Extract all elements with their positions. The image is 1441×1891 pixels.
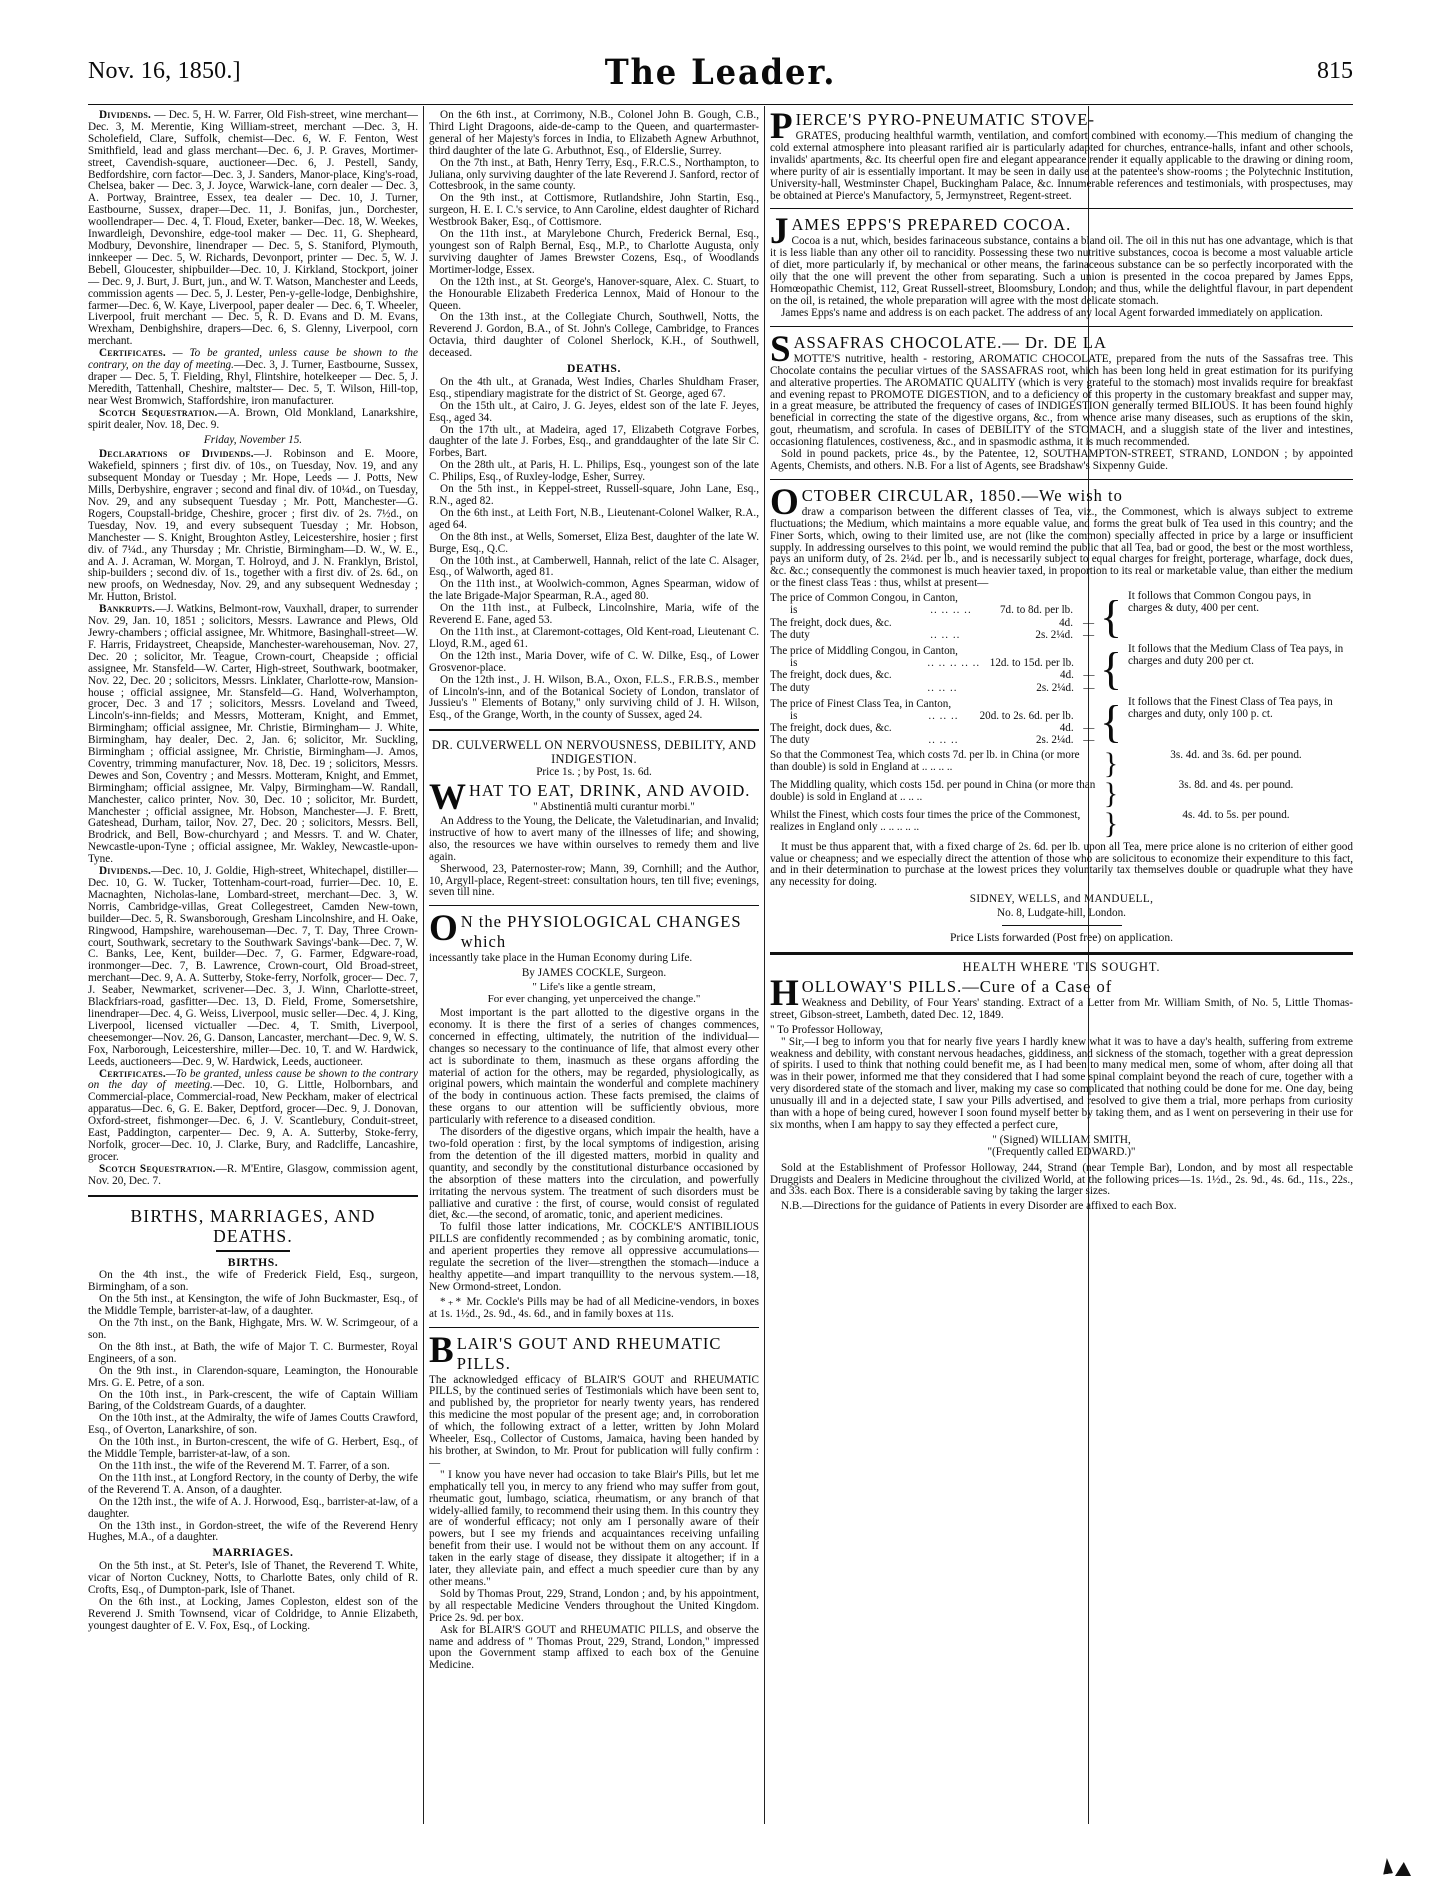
- death-notice: On the 15th ult., at Cairo, J. G. Jeyes, eldest son of the late F. Jeyes, Esq., aged 34.: [429, 399, 759, 424]
- ad-james-epps-cocoa[interactable]: [770, 215, 1353, 319]
- column-divider-1: [423, 106, 424, 1824]
- column-1: [88, 110, 418, 1825]
- price-dots: .. .. ..: [928, 710, 959, 723]
- marriage-notice: On the 9th inst., at Cottismore, Rutlandshire, John Startin, Esq., surgeon, H. E. I. C.'s service, to Ann Caroline, eldest daughter of Richard Westbrook Baker, Esq., of Cottismore.: [429, 192, 759, 229]
- birth-notice: On the 9th inst., in Clarendon-square, Leamington, the Honourable Mrs. G. E. Petre, of a son.: [88, 1364, 418, 1389]
- birth-notice: On the 11th inst., the wife of the Reverend M. T. Farrer, of a son.: [99, 1459, 390, 1472]
- table-row: [770, 617, 1100, 629]
- summary-common-note: 3s. 4d. and 3s. 6d. per pound.: [1170, 748, 1302, 761]
- issue-date: Nov. 16, 1850.]: [88, 58, 241, 84]
- holloway-header: HEALTH WHERE 'TIS SOUGHT.: [962, 959, 1161, 974]
- death-notice: On the 28th ult., at Paris, H. L. Philips, Esq., youngest son of the late C. Philips, Esq., of Ruxley-lodge, Esher, Surrey.: [429, 459, 759, 484]
- blair-p3: Sold by Thomas Prout, 229, Strand, London ; and, by his appointment, by all respectable Medicine Venders throughout the United Kingdom. Price 2s. 9d. per box.: [429, 1587, 759, 1624]
- table-row: [770, 734, 1100, 746]
- column-3-inner: [770, 110, 1353, 1213]
- ad-sassafras-chocolate[interactable]: [770, 333, 1353, 473]
- dropcap-b: B: [429, 1333, 454, 1371]
- physiological-byline: By JAMES COCKLE, Surgeon.: [521, 967, 667, 980]
- price-dots: [930, 617, 985, 629]
- bmd-heading: BIRTHS, MARRIAGES, AND DEATHS.: [130, 1205, 376, 1246]
- birth-notice: On the 8th inst., at Bath, the wife of Major T. C. Burmester, Royal Engineers, of a son.: [88, 1340, 418, 1365]
- physiological-quote-1: " Life's like a gentle stream,: [532, 981, 656, 994]
- ad-rule: [429, 905, 759, 906]
- table-row-group: [770, 643, 1353, 696]
- certificates-italic: — To be granted, unless cause be shown to the contrary, on the day of meeting.: [88, 347, 418, 372]
- october-title: CTOBER CIRCULAR, 1850.—We wish to: [801, 485, 1123, 505]
- october-p1: draw a comparison between the different classes of Tea, viz., the Commonest, which is always subject to extreme fluctuations; the Medium, which maintains a more equable value, and forms the great bulk of Tea used in this country; and the Finer Sorts, which, owing to their limited use, are not (like the common) specially affected in price by a large or insufficient supply. In addressing ourselves to this point, we would remind the public that all Tea, bad or good, the best or the most worthless, pays an uniform duty, of 2s. 2¼d. per lb., and is necessarily subject to equal charges for freight, porterage, wharfage, dock dues, &c. &c.; consequently the commonest is much heavier taxed, in proportion to its real or marketable value, than either the medium or the finest class Teas : thus, whilst at present—: [770, 505, 1353, 590]
- price-label: The price of Finest Class Tea, in Canton,: [770, 697, 952, 710]
- price-dots: .. .. ..: [928, 734, 959, 747]
- price-label: The price of Common Congou, in Canton,: [770, 592, 958, 605]
- blair-p4: Ask for BLAIR'S GOUT and RHEUMATIC PILLS, and observe the name and address of " Thomas Prout, 229, Strand, London," impressed upon the Government stamp affixed to each box of the Genuine Medicine.: [429, 1623, 759, 1672]
- certificates-italic-2: —To be granted, unless cause be shown to the contrary on the day of meeting.: [88, 1067, 418, 1092]
- holloway-p2: " Sir,—I beg to inform you that for nearly five years I hardly knew what it was to have a day's health, suffering from extreme weakness and debility, with constant nervous headaches, giddiness, and sickness of the stomach, together with a great depression of spirits. I used to think that nothing could benefit me, as I had been to many medical men, some of whom, after doing all that was in their power, informed me that they considered that I had some spinal complaint beyond the reach of cure, together with a very disordered state of the stomach and liver, making my case so complicated that nothing could be done for me. One day, being unusually ill and in a dejected state, I saw your Pills advertised, and resolved to give them a trial, more perhaps from curiosity than with a hope of being cured, however I soon found myself better by taking them, and as I went on persevering in their use for six months, when I am happy to say they effected a perfect cure,: [770, 1035, 1353, 1131]
- price-value: 2s. 2¼d.: [1036, 681, 1074, 694]
- dropcap-w: W: [429, 781, 466, 819]
- october-footer: Price Lists forwarded (Post free) on application.: [949, 931, 1174, 945]
- table-row-note: It follows that the Finest Class of Tea pays, in charges and duty, only 100 p. ct.: [1128, 695, 1333, 721]
- birth-notice: On the 10th inst., in Park-crescent, the wife of Captain William Baring, of the Coldstream Guards, of a daughter.: [88, 1388, 418, 1413]
- birth-notice: On the 13th inst., in Gordon-street, the wife of the Reverend Henry Hughes, M.A., of a daughter.: [88, 1519, 418, 1544]
- death-notice: On the 10th inst., at Camberwell, Hannah, relict of the late C. Alsager, Esq., of Walworth, aged 81.: [429, 554, 759, 579]
- price-label-cont: is: [790, 604, 798, 617]
- table-row: [770, 682, 1100, 694]
- holloway-p3: Sold at the Establishment of Professor Holloway, 244, Strand (near Temple Bar), London, and by most all respectable Druggists and Dealers in Medicine throughout the civilized World, at the following prices—1s. 1½d., 2s. 9d., 4s. 6d., 11s., 22s., and 33s. each Box. There is a considerable saving by taking the larger sizes.: [770, 1161, 1353, 1198]
- price-dash: [1077, 604, 1100, 616]
- holloway-p1: Weakness and Debility, of Four Years' standing. Extract of a Letter from Mr. William Smith, of No. 5, Little Thomas-street, Gibson-street, Lambeth, dated Dec. 12, 1849.: [770, 996, 1353, 1021]
- price-label: The duty: [770, 628, 810, 641]
- price-value: 2s. 2¼d.: [1035, 734, 1074, 747]
- scotch-sequestration-2: [88, 1164, 418, 1188]
- ad-blairs-pills[interactable]: [429, 1334, 759, 1673]
- column-divider-2: [764, 106, 765, 1824]
- physiological-p2: The disorders of the digestive organs, which impair the health, have a two-fold operation : first, by the local symptoms of indigestion, arising from the detention of the ill digested matters, morbid in quality and quantity, and secondly by the constitutional disturbance occasioned by the absorption of these matters into the circulation, and powerfully irritating the nervous system. The treatment of such disorders must be palliative and curative : the first, of course, would consist of regulated diet, &c.—the second, of aromatic, tonic, and aperient medicines.: [429, 1126, 759, 1222]
- brace-icon: }: [1103, 776, 1119, 810]
- table-row-group: [770, 696, 1353, 749]
- price-dots: .. .. ..: [930, 628, 961, 641]
- dropcap-j: J: [770, 215, 789, 253]
- summary-finest: Whilst the Finest, which costs four times the price of the Commonest, realizes in England only .. .. .. .. ..: [770, 808, 1081, 833]
- ad-rule: [770, 326, 1353, 327]
- epps-p2: James Epps's name and address is on each packet. The address of any local Agent forwarded immediately on application.: [781, 306, 1323, 319]
- births-heading: BIRTHS.: [227, 1255, 279, 1269]
- price-dash: —: [1083, 734, 1095, 747]
- table-row: [770, 629, 1100, 641]
- marriages-heading: MARRIAGES.: [212, 1546, 294, 1560]
- page-number: 815: [1317, 58, 1353, 84]
- bankrupts-entry: [88, 604, 418, 866]
- bankrupts-label: Bankrupts.: [99, 603, 156, 616]
- column-3: [770, 110, 1353, 1825]
- table-row: [770, 698, 1100, 710]
- table-row-group: [770, 806, 1353, 840]
- birth-notice: On the 10th inst., in Burton-crescent, the wife of G. Herbert, Esq., of the Middle Temple, barrister-at-law, of a son.: [88, 1436, 418, 1461]
- price-dash: —: [1083, 681, 1095, 694]
- price-dash: —: [1082, 628, 1095, 641]
- table-row-left: [770, 590, 1100, 643]
- dropcap-o: O: [770, 485, 799, 523]
- blair-title: LAIR'S GOUT AND RHEUMATIC PILLS.: [456, 1333, 722, 1373]
- brace-icon: {: [1099, 643, 1123, 695]
- bankrupts-body: —J. Watkins, Belmont-row, Vauxhall, draper, to surrender Nov. 29, Jan. 10, 1851 ; solicitors, Messrs. Lawrance and Plews, Old Jewry-chambers ; official assignee, Mr. Whitmore, Basinghall-street—W. F. Harris, Fridaystreet, Cheapside, Manchester-warehouseman, Nov. 27, Dec. 20 ; solicitor, Mr. Teague, Crown-court, Cheapside ; official assignee, Mr. Stansfeld—W. Carter, High-street, Southwark, bootmaker, Nov. 22, Dec. 20 ; solicitors, Messrs. Linklater, Charlotte-row, Mansion-house ; official assignee, Mr. Stansfeld—G. Hand, Wolverhampton, grocer, Dec. 3 and 17 ; solicitors, Messrs. Loveland and Tweed, Lincoln's-inn-fields; and Messrs, Motteram, Knight, and Emmet, Birmingham; official assignee, Mr. Christie, Birmingham— J. White, Birmingham, hay dealer, Dec. 2, Jan. 6; solicitor, Mr. Suckling, Birmingham ; official assignee, Mr. Christie, Birmingham—J. Amos, Coventry, trimming manufacturer, Nov. 18, Dec. 19 ; solicitors, Messrs. Dewes and Son, Coventry ; and Messrs. Motteram, Knight, and Emmet, Birmingham; official assignee, Mr. Valpy, Birmingham—W. Randall, Manchester, calico printer, Nov. 30, Dec. 10 ; solicitor, Mr. Burdett, Manchester ; official assignee, Mr. Hobson, Manchester—J. F. Brett, Gateshead, Durham, tailor, Nov. 27, Dec. 20 ; solicitors, Messrs. Bell, Brodrick, and Bell, Bow-churchyard ; and Messrs. T. and W. Chater, Newcastle-upon-Tyne ; official assignee, Mr. Wakley, Newcastle-upon-Tyne.: [88, 603, 418, 866]
- october-signature: SIDNEY, WELLS, and MANDUELL,: [969, 893, 1154, 906]
- culverwell-head-1: DR. CULVERWELL ON NERVOUSNESS, DEBILITY, AND: [431, 738, 757, 753]
- ad-rule: [429, 729, 759, 731]
- table-row: [770, 722, 1100, 734]
- brace-icon: }: [1103, 806, 1119, 840]
- price-dash: [1078, 657, 1100, 669]
- ad-rule: [770, 479, 1353, 480]
- october-address: No. 8, Ludgate-hill, London.: [997, 907, 1126, 920]
- certificates-entry-2: [88, 1069, 418, 1164]
- price-label: The freight, dock dues, &c.: [770, 616, 892, 629]
- table-row-group: [770, 746, 1353, 780]
- physiological-title: N the PHYSIOLOGICAL CHANGES which: [460, 912, 742, 952]
- certificates-label: Certificates.: [99, 347, 166, 360]
- dividends-label: Dividends.: [99, 110, 151, 121]
- masthead-rule: [88, 104, 1353, 105]
- price-dots: .. .. ..: [927, 681, 958, 694]
- certificates-entry: [88, 348, 418, 408]
- death-notice: On the 5th inst., in Keppel-street, Russell-square, John Lane, Esq., R.N., aged 82.: [429, 483, 759, 507]
- culverwell-price: Price 1s. ; by Post, 1s. 6d.: [536, 766, 652, 779]
- price-dots: [928, 722, 979, 734]
- physiological-quote-2: For ever changing, yet unperceived the change.": [487, 993, 701, 1006]
- price-dots: .. .. .. ..: [930, 604, 972, 617]
- birth-notice: On the 4th inst., the wife of Frederick Field, Esq., surgeon, Birmingham, of a son.: [88, 1269, 418, 1294]
- sassafras-p2: Sold in pound packets, price 4s., by the Patentee, 12, SOUTHAMPTON-STREET, STRAND, LONDON ; by appointed Agents, Chemists, and others. N.B. For a list of Agents, see Bradshaw's Sixpenny Guide.: [770, 448, 1353, 472]
- ad-underrule: [1002, 925, 1122, 926]
- dividends-entry-2: [88, 866, 418, 1068]
- dividends-body-2: —Dec. 10, J. Goldie, High-street, Whitechapel, distiller—Dec. 10, G. W. Tucker, Tottenham-court-road, furrier—Dec. 10, E. Macnaghten, Nicholas-lane, Lombard-street, merchant—Dec. 3, W. Norris, Cambridge-villas, Great Collegestreet, Camden New-town, builder—Dec. 5, R. Swansborough, Gresham Lincolnshire, and H. Oake, Ringwood, Hampshire, warehouseman—Dec. 7, T. Day, Three Crown-court, Southwark, secretary to the Southwark Savings'-bank—Dec. 7, W. C. Banks, Lee, Kent, builder—Dec. 7, G. Farmer, Edgware-road, ironmonger—Dec. 7, B. Lawrence, Crown-court, Old Broad-street, merchant—Dec. 9, A. A. Sutterby, Stoke-ferry, Norfolk, grocer— Dec. 7, J. Seaber, Newmarket, scrivener—Dec. 3, J. Winn, Charlotte-street, Blackfriars-road, gasfitter—Dec. 13, D. Field, Frome, Somersetshire, linendraper—Dec. 4, G. Weiss, Liverpool, music seller—Dec. 4, J. King, Liverpool, licensed victualler —Dec. 4, T. Smith, Liverpool, cheesemonger—Nov. 26, G. Danson, Lancaster, merchant—Dec. 9, W. S. Fox, Narborough, Leicestershire, miller—Dec. 10, T. and W. Hardwick, Leeds, auctioneers—Dec. 9, W. Hardwick, Leeds, auctioneer.: [88, 865, 418, 1068]
- death-notice: On the 4th ult., at Granada, West Indies, Charles Shuldham Fraser, Esq., stipendiary magistrate for the district of St. George, aged 67.: [429, 375, 759, 400]
- marriage-notice: On the 5th inst., at St. Peter's, Isle of Thanet, the Reverend T. White, vicar of Norton Cuckney, Notts, to Charlotte Bates, only child of R. Crofts, Esq., of Dumpton-park, Isle of Thanet.: [88, 1560, 418, 1597]
- price-value: 4d.: [1059, 616, 1073, 629]
- culverwell-title: HAT TO EAT, DRINK, AND AVOID.: [469, 781, 751, 801]
- birth-notice: On the 11th inst., at Longford Rectory, in the county of Derby, the wife of the Reverend T. A. Anson, of a daughter.: [88, 1471, 418, 1496]
- physiological-note: [429, 1297, 759, 1321]
- table-row-note: It follows that Common Congou pays, in charges & duty, 400 per cent.: [1128, 590, 1312, 615]
- deaths-heading: DEATHS.: [567, 362, 621, 376]
- price-value: 4d.: [1059, 722, 1074, 735]
- summary-middling-note: 3s. 8d. and 4s. per pound.: [1178, 778, 1294, 791]
- price-label-cont: is: [790, 710, 798, 723]
- blair-p1: The acknowledged efficacy of BLAIR'S GOUT and RHEUMATIC PILLS, by the continued series of Testimonials which have been sent to, and published by, the proprietor for nearly twenty years, has rendered this medicine the most popular of the present age; and, in corroboration of which, the following extract of a letter, written by John Molard Wheeler, Esq., Collector of Customs, Jamaica, having been handed by his brother, at Swindon, to Mr. Prout for publication will fully confirm :—: [429, 1373, 759, 1469]
- table-row-note: It follows that the Medium Class of Tea pays, in charges and duty 200 per ct.: [1128, 643, 1344, 668]
- brace-icon: {: [1099, 696, 1123, 748]
- dividends-label-2: Dividends.: [99, 865, 151, 878]
- death-notice: On the 11th inst., at Claremont-cottages, Old Kent-road, Lieutenant C. Lloyd, R.M., aged 61.: [429, 625, 759, 650]
- brace-icon: }: [1103, 746, 1119, 780]
- price-dash: —: [1083, 722, 1095, 735]
- table-row: [770, 657, 1100, 669]
- table-row-group: [770, 776, 1353, 810]
- death-notice: On the 11th inst., at Fulbeck, Lincolnshire, Maria, wife of the Reverend E. Fane, aged 53.: [429, 602, 759, 627]
- page-corner-mark-2: [1381, 1857, 1393, 1874]
- culverwell-body-2: Sherwood, 23, Paternoster-row; Mann, 39, Cornhill; and the Author, 10, Argyll-place, Regent-street: consultation hours, ten till five; evenings, seven till nine.: [429, 862, 759, 899]
- price-label: The price of Middling Congou, in Canton,: [770, 645, 958, 657]
- certificates-body: —Dec. 3, J. Turner, Eastbourne, Sussex, draper — Dec. 5, T. Fielding, Rhyl, Flintshire, hotelkeeper — Dec. 5, J. Meredith, Tattenhall, Cheshire, maltster— Dec. 5, T. Wilson, Hill-top, near West Bromwich, Staffordshire, iron manufacturer.: [88, 359, 418, 407]
- scotch-label-2: Scotch Sequestration.: [99, 1162, 216, 1175]
- price-dots: [927, 669, 984, 681]
- death-notice: On the 8th inst., at Wells, Somerset, Eliza Best, daughter of the late W. Burge, Esq., Q.C.: [429, 530, 759, 555]
- physiological-note-text: Mr. Cockle's Pills may be had of all Medicine-vendors, in boxes at 1s. 1½d., 2s. 9d., 4s. 6d., and in family boxes at 11s.: [429, 1295, 759, 1320]
- paper-title: The Leader.: [604, 52, 837, 93]
- dividends-body: — Dec. 5, H. W. Farrer, Old Fish-street, wine merchant—Dec. 3, M. Merentie, King William-street, merchant —Dec. 3, H. Scholefield, Clare, Suffolk, chemist—Dec. 6, W. F. Fenton, West Smithfield, lead and glass merchant—Dec. 6, J. P. Graves, Mortimer-street, Cavendish-square, auctioneer—Dec. 6, J. Pestell, Sandy, Bedfordshire, corn factor—Dec. 3, J. Sanders, Manor-place, King's-road, Chelsea, baker — Dec. 3, J. Joyce, Warwick-lane, corn dealer — Dec. 3, A. Portway, Braintree, Essex, tea dealer — Dec. 10, J. Turner, Eastbourne, Sussex, draper—Dec. 11, J. Bonifas, jun., Dorchester, woollendraper— Dec. 4, T. Floud, Exeter, banker—Dec. 18, W. Weekes, Inwardleigh, Devonshire, edge-tool maker — Dec. 11, G. Shepheard, Modbury, Devonshire, linendraper — Dec. 5, S. Staniford, Plymouth, innkeeper — Dec. 5, W. Richards, Devonport, printer — Dec. 5, W. J. Bebell, Gloucester, shipbuilder—Dec. 10, J. Kirkland, Stockport, joiner — Dec. 9, J. Burt, J. Burt, jun., and W. T. Watson, Manchester and Leeds, commission agents — Dec. 5, J. Lester, Pen-y-gelle-lodge, Denbighshire, farmer—Dec. 6, W. Kaye, Liverpool, paper dealer — Dec. 6, T. Wheeler, Liverpool, fruit merchant — Dec. 5, R. D. Evans and D. M. Evans, Wrexham, Denbighshire, drapers—Dec. 6, S. Glenny, Liverpool, corn merchant.: [88, 110, 418, 348]
- ad-rule: [770, 208, 1353, 209]
- holloway-title: OLLOWAY'S PILLS.—Cure of a Case of: [801, 976, 1113, 996]
- sassafras-title: ASSAFRAS CHOCOLATE.— Dr. DE LA: [793, 332, 1107, 352]
- price-label: The freight, dock dues, &c.: [770, 722, 892, 735]
- scotch-body-2: —R. M'Entire, Glasgow, commission agent, Nov. 20, Dec. 7.: [88, 1162, 418, 1187]
- october-p2: It must be thus apparent that, with a fixed charge of 2s. 6d. per lb. upon all Tea, mere price alone is no criterion of either good value or cheapness; and we especially direct the attention of those who are solicitous to economize their expenditure to this fact, and in their determination to purchase at the lowest prices they voluntarily tax themselves double or quadruple what they have any necessity for doing.: [770, 840, 1353, 889]
- page-corner-mark: [1395, 1862, 1411, 1876]
- ad-october-circular[interactable]: [770, 486, 1353, 944]
- column-2: [429, 110, 759, 1825]
- brace-icon: {: [1099, 590, 1123, 642]
- death-notice: On the 12th inst., J. H. Wilson, B.A., Oxon, F.L.S., F.R.B.S., member of Lincoln's-inn, and of the Botanical Society of London, translator of Jussieu's " Elements of Botany," only surviving child of J. H. Wilson, Esq., of the Grange, Worth, in the county of Sussex, aged 24.: [429, 673, 759, 722]
- price-label: The duty: [770, 734, 810, 747]
- table-row: [770, 710, 1100, 722]
- dividends-entry: [88, 110, 418, 348]
- section-rule-bmd: [88, 1195, 418, 1197]
- table-row: [770, 645, 1100, 657]
- ad-culverwell[interactable]: [429, 738, 759, 899]
- death-notice: On the 17th ult., at Madeira, aged 17, Elizabeth Cotgrave Forbes, daughter of the late J. Forbes, Esq., and granddaughter of the late Sir C. Forbes, Bart.: [429, 423, 759, 460]
- certificates-label-2: Certificates.: [99, 1067, 166, 1080]
- marriage-notice: On the 6th inst., at Corrimony, N.B., Colonel John B. Gough, C.B., Third Light Dragoons, aide-de-camp to the Queen, and quartermaster-general of her Majesty's forces in India, to Elizabeth Agnew Arbuthnot, third daughter of the late G. Arbuthnot, Esq., of Elderslie, Surrey.: [429, 110, 759, 157]
- blair-p2: " I know you have never had occasion to take Blair's Pills, but let me emphatically tell you, in mercy to any friend who may suffer from gout, rheumatic gout, lumbago, sciatica, rheumatism, or any branch of that widely-allied family, to recommend their using them. In this country they are of wonderful efficacy; not only am I personally aware of their powers, but I see my friends and acquaintances receiving unfailing benefit from their use. I would not be without them on any account. If taken in the early stage of disease, they dissipate it altogether; if in a later, they alleviate pain, and effect a much speedier cure than by any other means.": [429, 1468, 759, 1588]
- price-label-cont: is: [790, 657, 798, 670]
- price-dash: —: [1082, 616, 1095, 629]
- pierce-body: GRATES, producing healthful warmth, ventilation, and comfort combined with economy.—This medium of changing the cold external atmosphere into pleasant rarified air is particularly adapted for churches, entrance-halls, infant and other schools, invalids' apartments, &c. Its cheerful open fire and elegant appearance render it equally applicable to the drawing or dining room, where purity of air is essentially important. It may be seen in daily use at the patentee's show-rooms ; the Polytechnic Institution, University-hall, Westminster Chapel, Buckingham Palace, &c. Innumerable references and testimonials, with prospectuses, may be obtained at Pierce's Manufactory, 5, Jermynstreet, Regent-street.: [770, 130, 1353, 202]
- price-value: 7d. to 8d. per lb.: [999, 604, 1073, 617]
- death-notice: On the 12th inst., Maria Dover, wife of C. W. Dilke, Esq., of Lower Grosvenor-place.: [429, 649, 759, 674]
- ad-pierces-stove-grates[interactable]: [770, 110, 1353, 202]
- tea-price-table: [770, 590, 1353, 838]
- holloway-addressee: " To Professor Holloway,: [770, 1023, 883, 1036]
- price-value: 4d.: [1060, 669, 1074, 682]
- holloway-signed-alt: "(Frequently called EDWARD.)": [987, 1145, 1136, 1158]
- physiological-subtitle: incessantly take place in the Human Economy during Life.: [429, 952, 693, 965]
- sassafras-p1: MOTTE'S nutritive, health - restoring, AROMATIC CHOCOLATE, prepared from the nuts of the Sassafras tree. This Chocolate contains the peculiar virtues of the SASSAFRAS root, which has been long held in great estimation for its purifying and alterative properties. The AROMATIC QUALITY (which is very grateful to the stomach) most invalids require for breakfast and evening repast to PROMOTE DIGESTION, and to a deficiency of this property in the customary breakfast and supper may, in a great measure, be attributed the frequency of cases of INDIGESTION generally termed BILIOUS. It has been found highly beneficial in correcting the state of the digestive organs, &c., from whence arise many diseases, such as eruptions of the skin, gout, rheumatism, and scrofula. In cases of DEBILITY of the STOMACH, and a sluggish state of the liver and intestines, occasioning flatulences, costiveness, &c., and in spasmodic asthma, it is much recommended.: [770, 352, 1353, 449]
- dropcap-o: O: [429, 912, 458, 950]
- table-row-left: [770, 643, 1100, 696]
- price-label: The freight, dock dues, &c.: [770, 669, 892, 682]
- ad-physiological-changes[interactable]: [429, 912, 759, 1320]
- marriage-notice: On the 12th inst., at St. George's, Hanover-square, Alex. C. Stuart, to the Honourable Elizabeth Frederica Lennox, Maid of Honour to the Queen.: [429, 275, 759, 312]
- holloway-p4: N.B.—Directions for the guidance of Patients in every Disorder are affixed to each Box.: [781, 1200, 1177, 1213]
- ad-holloways-pills[interactable]: [770, 959, 1353, 1213]
- birth-notice: On the 7th inst., on the Bank, Highgate, Mrs. W. W. Scrimgeour, of a son.: [88, 1317, 418, 1341]
- scotch-body-1: —A. Brown, Old Monkland, Lanarkshire, spirit dealer, Nov. 18, Dec. 9.: [88, 406, 418, 431]
- scotch-sequestration-1: [88, 408, 418, 432]
- declarations-body: —J. Robinson and E. Moore, Wakefield, spinners ; first div. of 10s., on Tuesday, Nov. 19, and any subsequent Monday or Tuesday ; Mr. Hope, Leeds — J. Potts, New Mills, Derbyshire, engraver ; second and final div. of 10¼d., on Tuesday, Nov. 29, and any subsequent Tuesday ; Mr. Pott, Manchester—G. Rogers, Coupstall-bridge, Cheshire, grocer ; first div. of 2s. 7½d., on Tuesday, Nov. 19, and every subsequent Tuesday ; Mr. Hobson, Manchester — S. Knight, Broughton Astley, Leicestershire, hosier ; first div. of 7¼d., any Thursday ; Mr. Christie, Birmingham—D. W., W. E., and A. J. Acraman, W. Morgan, T. Holroyd, and J. N. Franklyn, Bristol, ship-builders ; second div. of 1s., together with a first div. of 2s. 6d., on new proofs, on Wednesday, Nov. 29, and any subsequent Wednesday ; Mr. Hutton, Bristol.: [88, 448, 418, 604]
- death-notice: On the 11th inst., at Woolwich-common, Agnes Spearman, widow of the late Brigade-Major Spearman, R.A., aged 80.: [429, 578, 759, 603]
- dropcap-h: H: [770, 976, 799, 1014]
- physiological-p3: To fulfil those latter indications, Mr. COCKLE'S ANTIBILIOUS PILLS are confidently recommended ; as by combining aromatic, tonic, and aperient properties they remove all oppressive accumulations—regulate the secretion of the liver—strengthen the stomach—induce a healthy appetite—and impart tranquillity to the nervous system.—18, New Ormond-street, London.: [429, 1221, 759, 1293]
- table-row: [770, 592, 1100, 604]
- table-row: [770, 604, 1100, 616]
- culverwell-motto: " Abstinentiâ multi curantur morbi.": [533, 801, 695, 814]
- marriage-notice: On the 13th inst., at the Collegiate Church, Southwell, Notts, the Reverend J. Gordon, B.A., of St. John's College, Cambridge, to Frances Octavia, third daughter of Colonel Sherlock, K.H., of Southwell, deceased.: [429, 311, 759, 360]
- culverwell-head-2: INDIGESTION.: [551, 752, 637, 767]
- culverwell-body-1: An Address to the Young, the Delicate, the Valetudinarian, and Invalid; instructive of how to avert many of the illnesses of life; and showing, also, the resources we have within ourselves to remedy them and live again.: [429, 815, 759, 863]
- scotch-label-1: Scotch Sequestration.: [99, 406, 218, 419]
- price-value: 2s. 2¼d.: [1035, 628, 1073, 641]
- price-dash: —: [1083, 669, 1095, 682]
- summary-common: So that the Commonest Tea, which costs 7d. per lb. in China (or more than double) is sold in England at .. .. .. ..: [770, 748, 1080, 773]
- price-dash: [1078, 710, 1100, 722]
- table-row-left: [770, 696, 1100, 749]
- ad-rule: [770, 952, 1353, 955]
- summary-middling: The Middling quality, which costs 15d. per pound in China (or more than double) is sold in England at .. .. ..: [770, 778, 1096, 803]
- friday-heading: Friday, November 15.: [203, 434, 303, 447]
- epps-title: AMES EPPS'S PREPARED COCOA.: [791, 215, 1072, 235]
- declarations-entry: [88, 449, 418, 604]
- birth-notice: On the 5th inst., at Kensington, the wife of John Buckmaster, Esq., of the Middle Temple, barrister-at-law, of a daughter.: [88, 1293, 418, 1318]
- price-value: 12d. to 15d. per lb.: [989, 657, 1074, 670]
- declarations-label: Declarations of Dividends.: [99, 448, 254, 461]
- epps-p1: Cocoa is a nut, which, besides farinaceous substance, contains a bland oil. The oil in this nut has one advantage, which is that it is less liable than any other oil to rancidity. Possessing these two nutritive substances, cocoa is become a most valuable article of diet, more particularly if, by mechanical or other means, the farinaceous substance can be so perfectly incorporated with the oily that the one will prevent the other from separating. Such a union is presented in the cocoa prepared by James Epps, Homœopathic Chemist, 112, Great Russell-street, Bloomsbury, London; and thus, while the delightful flavour, in part dependent on the oil, is retained, the whole preparation will agree with the most delicate stomach.: [770, 235, 1353, 307]
- price-dots: .. .. .. .. ..: [927, 657, 981, 670]
- dropcap-p: P: [770, 110, 793, 147]
- column-grid: [88, 110, 1353, 1825]
- holloway-signed: " (Signed) WILLIAM SMITH,: [992, 1133, 1131, 1146]
- marriage-notice: On the 6th inst., at Locking, James Copleston, eldest son of the Reverend J. Smith Townsend, vicar of Coldridge, to Annie Elizabeth, youngest daughter of E. V. Fox, Esq., of Locking.: [88, 1595, 418, 1632]
- death-notice: On the 6th inst., at Leith Fort, N.B., Lieutenant-Colonel Walker, R.A., aged 64.: [429, 506, 759, 531]
- price-label: The duty: [770, 681, 810, 694]
- table-row: [770, 669, 1100, 681]
- table-row-group: [770, 590, 1353, 643]
- physiological-p1: Most important is the part allotted to the digestive organs in the economy. It is there the first of a series of changes commences, concerned in effecting, ultimately, the nutrition of the individual—changes so necessary to the continuance of life, that almost every other act is subordinate to them, inasmuch as these organs affording the material of action for the others, may be regarded, physiologically, as original powers, which maintain the wonderful and complete machinery of the body in continuous action. These facts premised, the claims of these organs to our attention will be sufficiently obvious, more particularly with reference to a diseased condition.: [429, 1007, 759, 1127]
- dropcap-s: S: [770, 332, 791, 370]
- birth-notice: On the 12th inst., the wife of A. J. Horwood, Esq., barrister-at-law, of a daughter.: [88, 1495, 418, 1520]
- asterism-icon: *₊*: [440, 1295, 464, 1308]
- summary-finest-note: 4s. 4d. to 5s. per pound.: [1182, 808, 1290, 821]
- birth-notice: On the 10th inst., at the Admiralty, the wife of James Coutts Crawford, Esq., of Overton, Lanarkshire, of son.: [88, 1412, 418, 1437]
- masthead: [88, 52, 1353, 98]
- ad-rule: [429, 1327, 759, 1328]
- marriage-notice: On the 7th inst., at Bath, Henry Terry, Esq., F.R.C.S., Northampton, to Juliana, only surviving daughter of the late Reverend J. Sanford, rector of Cottesbrook, in the same county.: [429, 156, 759, 193]
- marriage-notice: On the 11th inst., at Marylebone Church, Frederick Bernal, Esq., youngest son of Ralph Bernal, Esq., M.P., to Charlotte Augusta, only surviving daughter of James Brewster Cozens, Esq., of Woodlands Mortimer-lodge, Essex.: [429, 228, 759, 276]
- price-value: 20d. to 2s. 6d. per lb.: [979, 710, 1074, 723]
- bmd-underrule: [216, 1250, 290, 1252]
- certificates-body-2: —Dec. 10, G. Little, Holbornbars, and Commercial-place, Commercial-road, New Peckham, maker of electrical apparatus—Dec. 6, G. E. Baker, Deptford, grocer—Dec. 9, J. Donovan, Oxford-street, fishmonger—Dec. 6, J. V. Scantlebury, Conduit-street, East, Paddington, carpenter— Dec. 9, A. A. Sutterby, Stoke-ferry, Norfolk, grocer—Dec. 10, J. Clarke, Bury, and Radcliffe, Lancashire, grocer.: [88, 1079, 418, 1163]
- pierce-title: IERCE'S PYRO-PNEUMATIC STOVE-: [795, 110, 1095, 129]
